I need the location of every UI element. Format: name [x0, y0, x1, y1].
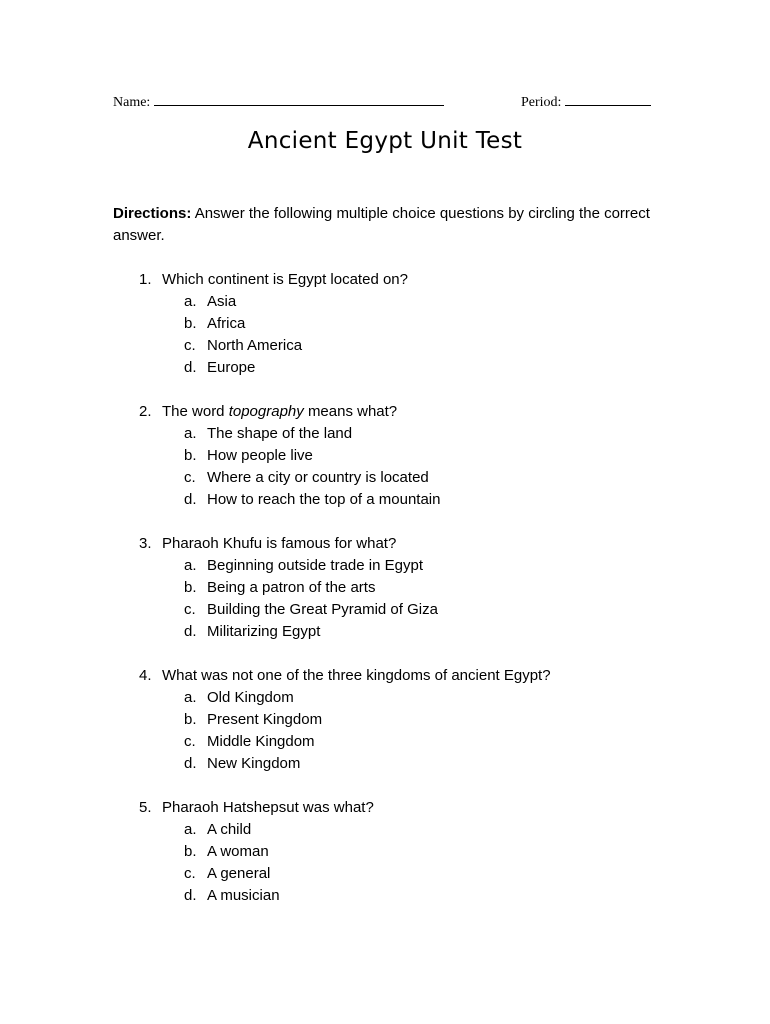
choice-letter: c.: [184, 733, 196, 750]
choice-letter: d.: [184, 491, 197, 508]
choice-letter: b.: [184, 579, 197, 596]
answer-choice[interactable]: [113, 335, 673, 357]
directions-text: Answer the following multiple choice questions by circling the correct answer.: [113, 205, 650, 244]
choice-text: A general: [207, 865, 271, 882]
choice-text: Africa: [207, 315, 246, 332]
page-title: Ancient Egypt Unit Test: [247, 128, 523, 154]
choice-letter: b.: [184, 711, 197, 728]
period-field[interactable]: [521, 93, 651, 111]
choice-text: A child: [207, 821, 252, 838]
choice-letter: c.: [184, 469, 196, 486]
choice-text: Asia: [207, 293, 237, 310]
question-text: Pharaoh Hatshepsut was what?: [162, 799, 374, 816]
answer-choice[interactable]: [113, 863, 673, 885]
choice-letter: b.: [184, 315, 197, 332]
question-list: [113, 269, 673, 929]
choice-text: A woman: [207, 843, 269, 860]
answer-choice[interactable]: [113, 291, 673, 313]
question-2: [113, 401, 673, 511]
question-text: Pharaoh Khufu is famous for what?: [162, 535, 397, 552]
question-3: [113, 533, 673, 643]
answer-choice[interactable]: [113, 313, 673, 335]
choice-text: New Kingdom: [207, 755, 301, 772]
name-field[interactable]: [113, 93, 444, 111]
question-5: [113, 797, 673, 907]
question-text: [162, 401, 397, 423]
question-number: 4.: [139, 667, 152, 684]
question-1: [113, 269, 673, 379]
period-label: Period:: [521, 95, 562, 110]
choice-letter: d.: [184, 755, 197, 772]
question-text-before: The word: [162, 403, 225, 420]
choice-letter: a.: [184, 293, 197, 310]
answer-choice[interactable]: [113, 621, 673, 643]
directions: [113, 203, 658, 247]
choice-letter: d.: [184, 623, 197, 640]
answer-choice[interactable]: [113, 687, 673, 709]
choice-letter: b.: [184, 447, 197, 464]
question-text: What was not one of the three kingdoms of ancient Egypt?: [162, 667, 551, 684]
name-blank-line[interactable]: [154, 93, 444, 106]
choice-letter: a.: [184, 821, 197, 838]
answer-choice[interactable]: [113, 819, 673, 841]
choice-letter: b.: [184, 843, 197, 860]
answer-choice[interactable]: [113, 577, 673, 599]
answer-choice[interactable]: [113, 885, 673, 907]
choice-letter: c.: [184, 601, 196, 618]
question-text-italic: topography: [228, 403, 304, 420]
choice-text: Europe: [207, 359, 256, 376]
answer-choice[interactable]: [113, 599, 673, 621]
directions-label: Directions:: [113, 205, 192, 222]
answer-choice[interactable]: [113, 753, 673, 775]
question-text: Which continent is Egypt located on?: [162, 271, 408, 288]
choice-letter: a.: [184, 557, 197, 574]
choice-text: Old Kingdom: [207, 689, 294, 706]
choice-text: Present Kingdom: [207, 711, 323, 728]
choice-letter: d.: [184, 359, 197, 376]
choice-letter: c.: [184, 337, 196, 354]
choice-text: Militarizing Egypt: [207, 623, 321, 640]
question-4: [113, 665, 673, 775]
period-blank-line[interactable]: [565, 93, 651, 106]
answer-choice[interactable]: [113, 445, 673, 467]
header-row: [113, 93, 658, 115]
answer-choice[interactable]: [113, 423, 673, 445]
choice-text: How to reach the top of a mountain: [207, 491, 441, 508]
choice-text: How people live: [207, 447, 313, 464]
answer-choice[interactable]: [113, 467, 673, 489]
choice-letter: a.: [184, 425, 197, 442]
name-label: Name:: [113, 95, 151, 110]
choice-text: Beginning outside trade in Egypt: [207, 557, 423, 574]
answer-choice[interactable]: [113, 489, 673, 511]
choice-letter: a.: [184, 689, 197, 706]
answer-choice[interactable]: [113, 841, 673, 863]
choice-text: A musician: [207, 887, 280, 904]
answer-choice[interactable]: [113, 709, 673, 731]
choice-text: Building the Great Pyramid of Giza: [207, 601, 438, 618]
choice-text: North America: [207, 337, 303, 354]
answer-choice[interactable]: [113, 555, 673, 577]
choice-text: Where a city or country is located: [207, 469, 429, 486]
choice-letter: c.: [184, 865, 196, 882]
question-number: 3.: [139, 535, 152, 552]
question-number: 5.: [139, 799, 152, 816]
question-text-after: means what?: [307, 403, 398, 420]
answer-choice[interactable]: [113, 731, 673, 753]
question-number: 2.: [139, 403, 152, 420]
choice-letter: d.: [184, 887, 197, 904]
answer-choice[interactable]: [113, 357, 673, 379]
choice-text: Middle Kingdom: [207, 733, 315, 750]
choice-text: Being a patron of the arts: [207, 579, 376, 596]
choice-text: The shape of the land: [207, 425, 353, 442]
question-number: 1.: [139, 271, 152, 288]
